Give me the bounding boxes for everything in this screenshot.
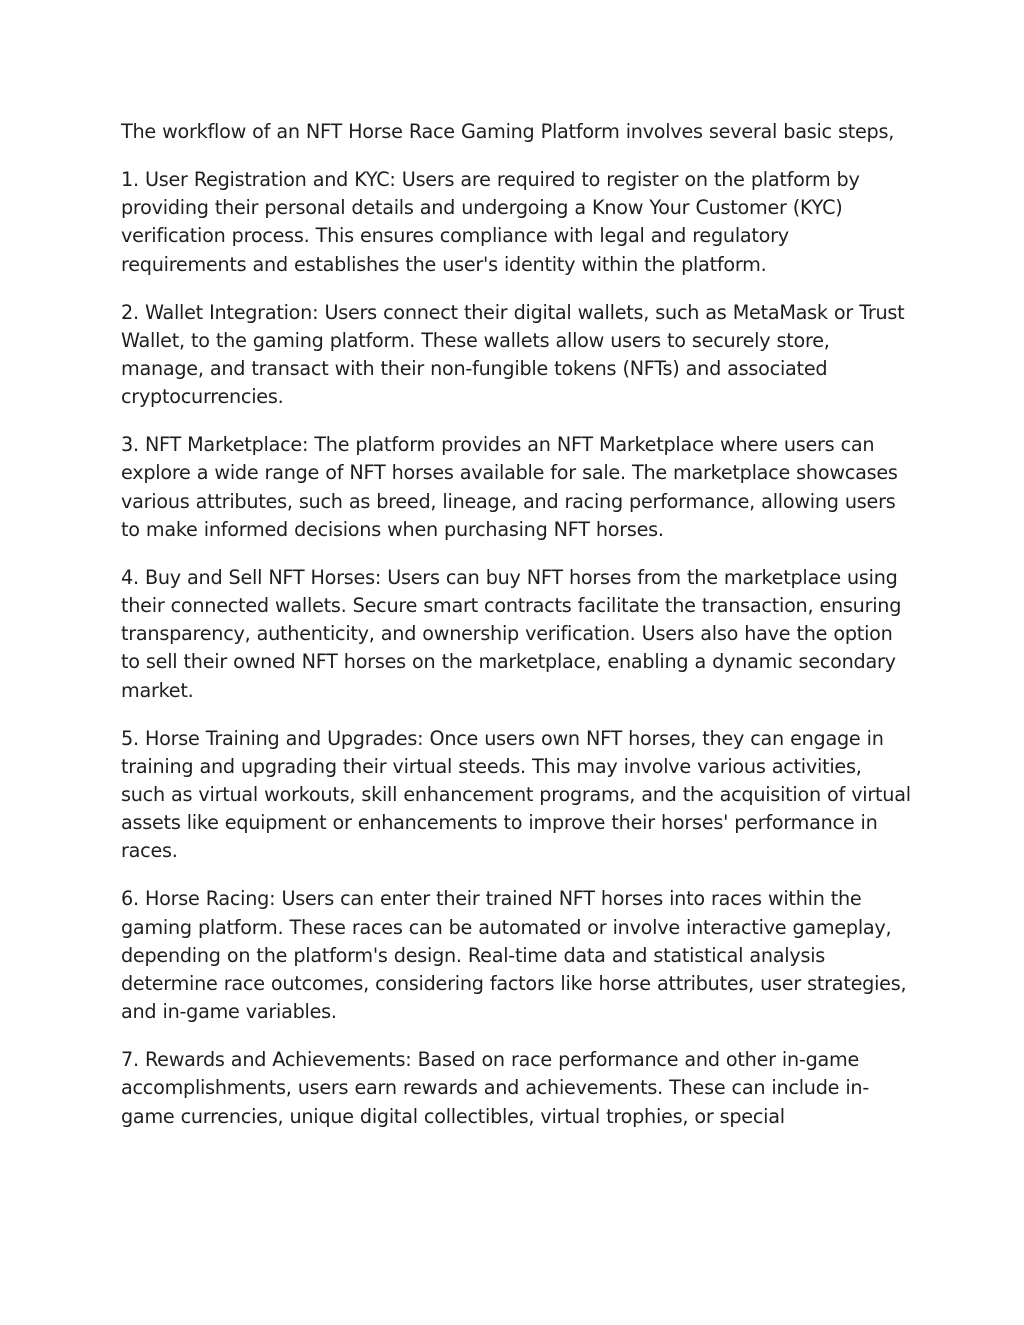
step-3-nft-marketplace-paragraph: 3. NFT Marketplace: The platform provides an NFT Marketplace where users can explore a wide range of NFT horses available for sale. The marketplace showcases various attributes, such as breed, lineage, and racing performance, allowing users to make informed decisions when purchasing NFT horses. <box>121 433 898 541</box>
step-6-horse-racing-paragraph: 6. Horse Racing: Users can enter their trained NFT horses into races within the gaming platform. These races can be automated or involve interactive gameplay, depending on the platform's design. Real-time data and statistical analysis determine race outcomes, considering factors like horse attributes, user strategies, and in-game variables. <box>121 887 907 1024</box>
step-7-rewards-paragraph: 7. Rewards and Achievements: Based on race performance and other in-game accomplishments, users earn rewards and achievements. These can include in-game currencies, unique digital collectibles, virtual trophies, or special <box>121 1048 870 1128</box>
step-4-buy-sell-paragraph: 4. Buy and Sell NFT Horses: Users can buy NFT horses from the marketplace using their connected wallets. Secure smart contracts facilitate the transaction, ensuring transparency, authenticity, and ownership verification. Users also have the option to sell their owned NFT horses on the marketplace, enabling a dynamic secondary market. <box>121 565 902 702</box>
step-1-user-registration-paragraph: 1. User Registration and KYC: Users are required to register on the platform by providing their personal details and undergoing a Know Your Customer (KYC) verification process. This ensures compliance with legal and regulatory requirements and establishes the user's identity within the platform. <box>121 168 860 276</box>
document-body <box>121 118 911 1151</box>
step-5-training-upgrades-paragraph: 5. Horse Training and Upgrades: Once users own NFT horses, they can engage in training and upgrading their virtual steeds. This may involve various activities, such as virtual workouts, skill enhancement programs, and the acquisition of virtual assets like equipment or enhancements to improve their horses' performance in races. <box>121 726 911 863</box>
intro-paragraph: The workflow of an NFT Horse Race Gaming Platform involves several basic steps, <box>121 120 895 143</box>
step-2-wallet-integration-paragraph: 2. Wallet Integration: Users connect their digital wallets, such as MetaMask or Trust Wallet, to the gaming platform. These wallets allow users to securely store, manage, and transact with their non-fungible tokens (NFTs) and associated cryptocurrencies. <box>121 300 905 409</box>
